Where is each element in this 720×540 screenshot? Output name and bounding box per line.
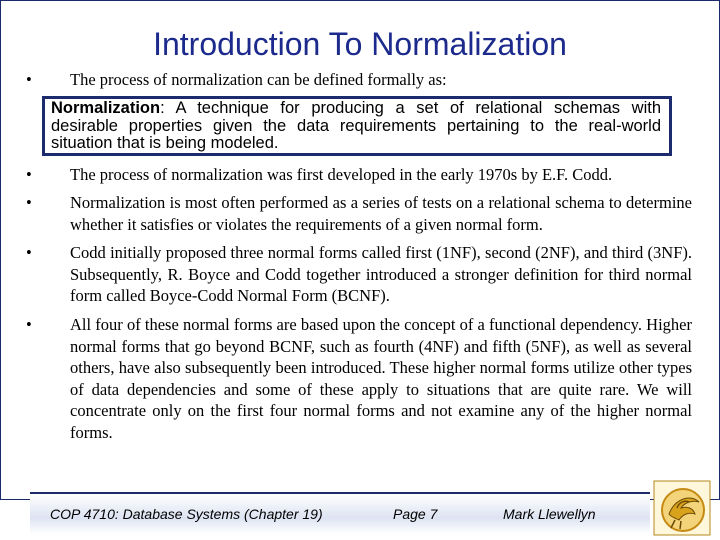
bullet-marker: • bbox=[26, 243, 32, 262]
bullet-marker: • bbox=[26, 315, 32, 334]
bullet-item bbox=[26, 192, 692, 235]
definition-box bbox=[42, 96, 672, 156]
bullet-text: The process of normalization can be defined formally as: bbox=[70, 70, 447, 89]
bullet-marker: • bbox=[26, 193, 32, 212]
bullet-marker: • bbox=[26, 70, 32, 89]
definition-text: : A technique for producing a set of relational schemas with desirable properties given the data requirements pertaining to the real-world situation that is being modeled. bbox=[51, 99, 661, 152]
footer-course: COP 4710: Database Systems (Chapter 19) bbox=[50, 506, 323, 522]
bullet-item bbox=[26, 242, 692, 307]
footer-author: Mark Llewellyn bbox=[503, 506, 596, 522]
bullet-marker: • bbox=[26, 165, 32, 184]
ucf-pegasus-logo-icon bbox=[653, 480, 711, 536]
bullet-item bbox=[26, 314, 692, 443]
bullet-text: All four of these normal forms are based upon the concept of a functional dependency. Higher normal forms that go beyond BCNF, such as fourth (4NF) and fifth (5NF), as well as several others, have also subsequently been introduced. These higher normal forms utilize other types of data dependencies and some of these apply to situations that are quite rare. We will concentrate only on the first four normal forms and not examine any of the higher normal forms. bbox=[70, 315, 692, 442]
slide-title: Introduction To Normalization bbox=[153, 26, 567, 62]
bullet-text: Normalization is most often performed as a series of tests on a relational schema to determine whether it satisfies or violates the requirements of a given normal form. bbox=[70, 193, 692, 234]
bullet-item bbox=[26, 69, 692, 91]
bullet-text: Codd initially proposed three normal forms called first (1NF), second (2NF), and third (3NF). Subsequently, R. Boyce and Codd together introduced a stronger definition for third normal form called Boyce-Codd Normal Form (BCNF). bbox=[70, 243, 692, 305]
bullet-item bbox=[26, 164, 692, 186]
bullet-text: The process of normalization was first developed in the early 1970s by E.F. Codd. bbox=[70, 165, 613, 184]
footer-page-number: Page 7 bbox=[393, 506, 438, 522]
definition-term: Normalization bbox=[51, 99, 161, 117]
